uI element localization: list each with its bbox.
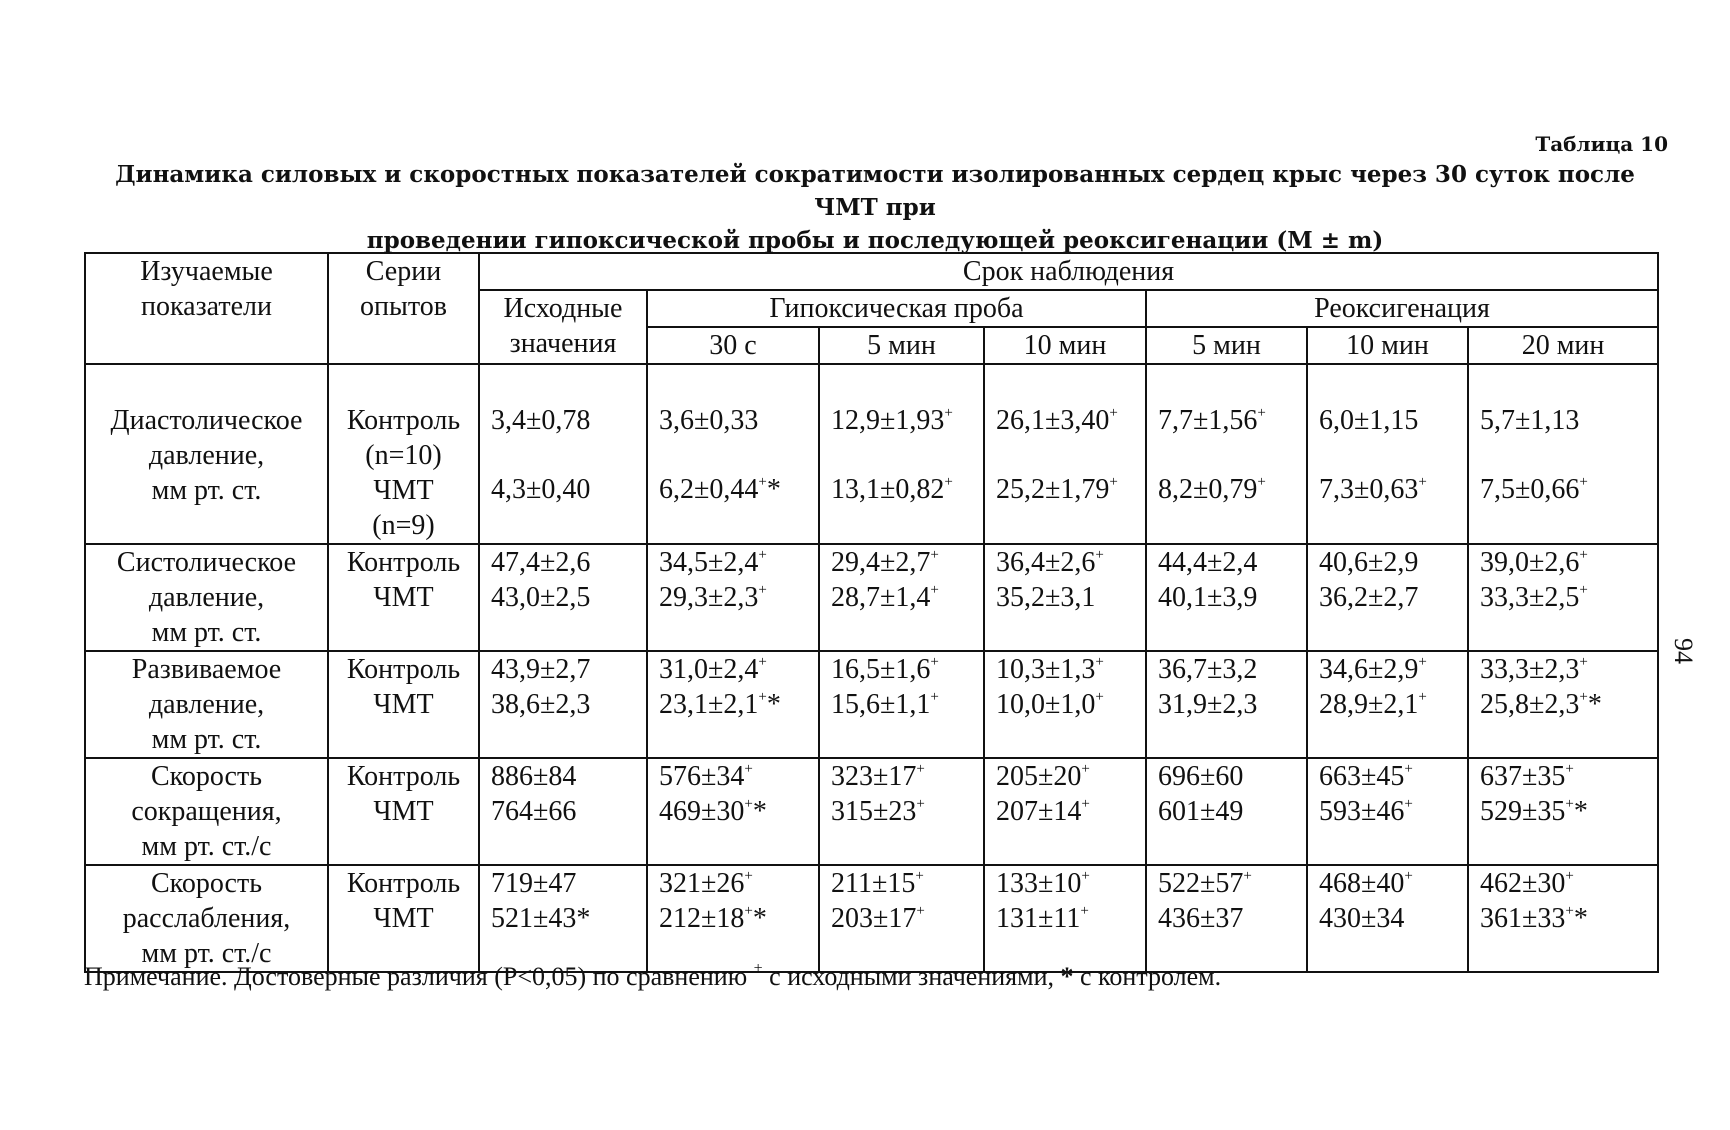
indicator-label: мм рт. ст. [151,617,262,648]
value-cell [984,865,1146,972]
value-cell [819,865,984,972]
tbi-value [831,687,983,722]
tbi-value [659,794,818,829]
control-value [491,403,646,438]
significance-marker: + [1081,761,1090,777]
control-value [1158,545,1306,580]
value-text: 663±45 [1319,761,1405,792]
value-text: 361±33 [1480,903,1566,934]
tbi-value [996,687,1145,722]
significance-marker: + [1243,868,1252,884]
value-text: 207±14 [996,796,1082,827]
value-text: 3,4±0,78 [491,405,591,436]
header-hypoxic-test: Гипоксическая проба [647,290,1146,327]
tbi-value [1158,794,1306,829]
control-value [1319,759,1467,794]
value-text: 430±34 [1319,903,1405,934]
significance-marker: + [944,405,953,421]
control-value [659,652,818,687]
control-value [1158,866,1306,901]
significance-marker: + [1404,761,1413,777]
control-value [831,545,983,580]
value-cell [479,544,647,651]
significance-marker: + [758,547,767,563]
significance-star: * [752,796,767,827]
value-text: 601±49 [1158,796,1244,827]
tbi-value [1480,472,1657,507]
value-text: 462±30 [1480,868,1566,899]
significance-marker: + [1579,474,1588,490]
tbi-value [1319,472,1467,507]
tbi-value [831,580,983,615]
tbi-value [659,472,818,507]
page-number: 94 [1669,638,1698,664]
value-text: 468±40 [1319,868,1405,899]
significance-marker: + [1081,868,1090,884]
tbi-value [659,901,818,936]
header-time: 5 мин [1146,327,1307,364]
header-reoxygenation: Реоксигенация [1146,290,1658,327]
indicator-cell [85,544,328,651]
control-value [996,652,1145,687]
note-prefix: Примечание. Достоверные различия (Р<0,05) по сравнению [84,962,748,991]
tbi-value [1158,901,1306,936]
value-text: 10,0±1,0 [996,689,1096,720]
significance-star: * [1587,689,1602,720]
value-cell [984,651,1146,758]
significance-marker: + [1081,796,1090,812]
tbi-value [491,901,646,936]
value-text: 16,5±1,6 [831,654,931,685]
significance-marker: + [744,761,753,777]
value-text: 203±17 [831,903,917,934]
value-cell [647,364,819,544]
control-value [996,403,1145,438]
value-cell [819,364,984,544]
value-text: 522±57 [1158,868,1244,899]
value-text: 315±23 [831,796,917,827]
value-text: 576±34 [659,761,745,792]
value-text: 6,0±1,15 [1319,405,1419,436]
indicator-label: давление, [148,582,265,613]
value-cell [1468,758,1658,865]
significance-marker: + [1404,868,1413,884]
value-text: 31,0±2,4 [659,654,759,685]
value-text: 5,7±1,13 [1480,405,1580,436]
value-cell [479,364,647,544]
tbi-value [1480,580,1657,615]
value-text: 29,3±2,3 [659,582,759,613]
value-text: 15,6±1,1 [831,689,931,720]
value-cell [1146,758,1307,865]
data-table [84,252,1659,973]
note-plus-marker: + [753,960,763,977]
tbi-value [996,580,1145,615]
indicator-label: расслабления, [122,903,291,934]
value-cell [647,758,819,865]
header-indicator: Изучаемые показатели [85,253,328,364]
significance-marker: + [1579,689,1588,705]
indicator-label: мм рт. ст. [151,475,262,506]
tbi-value [831,901,983,936]
value-cell [1307,865,1468,972]
series-label: Контроль [346,868,461,899]
series-label: Контроль [346,654,461,685]
series-label: ЧМТ [373,796,434,827]
significance-marker: + [744,796,753,812]
significance-star: * [752,903,767,934]
significance-star: * [766,474,781,505]
value-cell [647,651,819,758]
value-cell [1146,544,1307,651]
tbi-value [1480,901,1657,936]
value-text: 36,2±2,7 [1319,582,1419,613]
indicator-label: Систолическое [116,547,297,578]
header-time: 10 мин [984,327,1146,364]
value-cell [647,544,819,651]
value-text: 212±18 [659,903,745,934]
significance-marker: + [1418,654,1427,670]
value-text: 205±20 [996,761,1082,792]
significance-marker: + [1257,474,1266,490]
significance-marker: + [1565,868,1574,884]
value-text: 13,1±0,82 [831,474,945,505]
value-text: 7,5±0,66 [1480,474,1580,505]
value-text: 211±15 [831,868,916,899]
series-label: (n=9) [372,510,435,541]
value-text: 33,3±2,5 [1480,582,1580,613]
control-value [1319,403,1467,438]
table-row [85,364,1658,544]
significance-star: * [1573,903,1588,934]
control-value [1158,652,1306,687]
significance-marker: + [1579,654,1588,670]
significance-marker: + [916,761,925,777]
header-time: 5 мин [819,327,984,364]
value-text: 28,7±1,4 [831,582,931,613]
significance-marker: + [758,689,767,705]
value-text: 436±37 [1158,903,1244,934]
significance-marker: + [1404,796,1413,812]
value-cell [1307,544,1468,651]
indicator-cell [85,364,328,544]
value-text: 593±46 [1319,796,1405,827]
significance-marker: + [916,903,925,919]
series-label: ЧМТ [373,475,434,506]
tbi-value [831,794,983,829]
value-text: 25,2±1,79 [996,474,1110,505]
significance-marker: + [930,547,939,563]
control-value [996,759,1145,794]
significance-marker: + [916,796,925,812]
value-text: 321±26 [659,868,745,899]
tbi-value [831,472,983,507]
table-row [85,865,1658,972]
series-label: ЧМТ [373,903,434,934]
series-label: Контроль [346,761,461,792]
series-cell [328,544,479,651]
value-text: 25,8±2,3 [1480,689,1580,720]
indicator-label: Скорость [151,868,262,899]
series-label: Контроль [346,405,461,436]
value-text: 36,4±2,6 [996,547,1096,578]
tbi-value [996,901,1145,936]
value-text: 521±43* [491,903,591,934]
tbi-value [1158,687,1306,722]
value-text: 44,4±2,4 [1158,547,1258,578]
tbi-value [1319,687,1467,722]
control-value [1319,652,1467,687]
header-series: Серии опытов [328,253,479,364]
indicator-cell [85,758,328,865]
header-baseline: Исходные значения [479,290,647,364]
indicator-cell [85,651,328,758]
control-value [1480,652,1657,687]
value-text: 23,1±2,1 [659,689,759,720]
tbi-value [1480,687,1657,722]
table-label: Таблица 10 [1535,132,1668,156]
value-text: 7,3±0,63 [1319,474,1419,505]
control-value [1480,545,1657,580]
value-cell [984,758,1146,865]
value-cell [1307,758,1468,865]
control-value [1319,866,1467,901]
header-time: 20 мин [1468,327,1658,364]
significance-marker: + [1565,796,1574,812]
indicator-label: давление, [148,440,265,471]
value-text: 10,3±1,3 [996,654,1096,685]
value-text: 529±35 [1480,796,1566,827]
note-star-marker: * [1060,962,1074,991]
significance-marker: + [758,474,767,490]
indicator-label: мм рт. ст./с [141,831,272,862]
series-cell [328,364,479,544]
value-text: 7,7±1,56 [1158,405,1258,436]
tbi-value [1158,472,1306,507]
value-cell [1146,651,1307,758]
significance-marker: + [1565,903,1574,919]
significance-marker: + [915,868,924,884]
value-text: 637±35 [1480,761,1566,792]
indicator-label: Скорость [151,761,262,792]
value-text: 34,6±2,9 [1319,654,1419,685]
significance-marker: + [1080,903,1089,919]
value-text: 133±10 [996,868,1082,899]
series-cell [328,865,479,972]
significance-marker: + [758,582,767,598]
value-cell [1468,544,1658,651]
control-value [491,866,646,901]
control-value [659,403,818,438]
significance-marker: + [944,474,953,490]
value-text: 6,2±0,44 [659,474,759,505]
value-cell [479,865,647,972]
value-text: 323±17 [831,761,917,792]
control-value [1480,866,1657,901]
control-value [996,545,1145,580]
value-cell [819,651,984,758]
series-label: Контроль [346,547,461,578]
value-cell [984,364,1146,544]
significance-marker: + [1095,547,1104,563]
significance-marker: + [1109,405,1118,421]
control-value [1480,759,1657,794]
significance-star: * [766,689,781,720]
value-cell [1146,364,1307,544]
value-text: 469±30 [659,796,745,827]
significance-marker: + [930,654,939,670]
value-text: 4,3±0,40 [491,474,591,505]
indicator-label: Развиваемое [131,654,282,685]
indicator-label: давление, [148,689,265,720]
value-cell [1468,651,1658,758]
control-value [831,866,983,901]
control-value [831,652,983,687]
significance-marker: + [744,903,753,919]
value-text: 47,4±2,6 [491,547,591,578]
value-text: 28,9±2,1 [1319,689,1419,720]
control-value [659,759,818,794]
control-value [1319,545,1467,580]
value-text: 43,9±2,7 [491,654,591,685]
table-row [85,651,1658,758]
control-value [659,545,818,580]
value-cell [819,758,984,865]
table-note [84,962,1221,992]
series-label: ЧМТ [373,689,434,720]
value-text: 43,0±2,5 [491,582,591,613]
tbi-value [1480,794,1657,829]
tbi-value [996,472,1145,507]
value-cell [1468,364,1658,544]
note-middle: с исходными значениями, [769,962,1055,991]
header-time: 10 мин [1307,327,1468,364]
control-value [491,759,646,794]
value-text: 29,4±2,7 [831,547,931,578]
header-observation-period: Срок наблюдения [479,253,1658,290]
value-cell [647,865,819,972]
tbi-value [491,580,646,615]
value-text: 696±60 [1158,761,1244,792]
value-text: 38,6±2,3 [491,689,591,720]
significance-marker: + [1579,582,1588,598]
control-value [996,866,1145,901]
value-cell [1146,865,1307,972]
tbi-value [659,687,818,722]
tbi-value [491,472,646,507]
tbi-value [1158,580,1306,615]
indicator-cell [85,865,328,972]
value-text: 886±84 [491,761,577,792]
value-text: 764±66 [491,796,577,827]
value-text: 12,9±1,93 [831,405,945,436]
tbi-value [1319,901,1467,936]
significance-marker: + [1095,654,1104,670]
value-cell [479,651,647,758]
control-value [1158,403,1306,438]
control-value [831,403,983,438]
value-cell [984,544,1146,651]
control-value [1480,403,1657,438]
significance-marker: + [1109,474,1118,490]
tbi-value [491,687,646,722]
significance-marker: + [1579,547,1588,563]
control-value [491,545,646,580]
value-text: 35,2±3,1 [996,582,1096,613]
significance-marker: + [930,582,939,598]
tbi-value [659,580,818,615]
value-text: 33,3±2,3 [1480,654,1580,685]
value-cell [819,544,984,651]
series-label: ЧМТ [373,582,434,613]
table-row [85,758,1658,865]
value-text: 719±47 [491,868,577,899]
tbi-value [1319,580,1467,615]
value-text: 3,6±0,33 [659,405,759,436]
table-caption [80,158,1670,257]
value-text: 40,6±2,9 [1319,547,1419,578]
indicator-label: мм рт. ст./с [141,938,272,969]
series-cell [328,758,479,865]
significance-marker: + [1418,474,1427,490]
series-cell [328,651,479,758]
tbi-value [1319,794,1467,829]
value-text: 26,1±3,40 [996,405,1110,436]
significance-marker: + [1095,689,1104,705]
series-label: (n=10) [365,440,442,471]
significance-star: * [1573,796,1588,827]
value-text: 34,5±2,4 [659,547,759,578]
tbi-value [996,794,1145,829]
significance-marker: + [758,654,767,670]
caption-line-1: Динамика силовых и скоростных показателей сократимости изолированных сердец крыс через 30 суток после ЧМТ при [115,161,1635,221]
note-suffix: с контролем. [1080,962,1222,991]
significance-marker: + [1418,689,1427,705]
indicator-label: Диастолическое [110,405,303,436]
header-time: 30 с [647,327,819,364]
value-text: 31,9±2,3 [1158,689,1258,720]
control-value [1158,759,1306,794]
value-text: 8,2±0,79 [1158,474,1258,505]
value-cell [1307,651,1468,758]
indicator-label: сокращения, [131,796,282,827]
value-text: 39,0±2,6 [1480,547,1580,578]
significance-marker: + [1565,761,1574,777]
control-value [831,759,983,794]
value-text: 131±11 [996,903,1081,934]
value-cell [479,758,647,865]
significance-marker: + [1257,405,1266,421]
control-value [659,866,818,901]
significance-marker: + [930,689,939,705]
caption-line-2: проведении гипоксической пробы и последующей реоксигенации (М ± m) [366,227,1384,254]
value-text: 40,1±3,9 [1158,582,1258,613]
value-text: 36,7±3,2 [1158,654,1258,685]
value-cell [1307,364,1468,544]
indicator-label: мм рт. ст. [151,724,262,755]
value-cell [1468,865,1658,972]
significance-marker: + [744,868,753,884]
table-row [85,544,1658,651]
tbi-value [491,794,646,829]
control-value [491,652,646,687]
